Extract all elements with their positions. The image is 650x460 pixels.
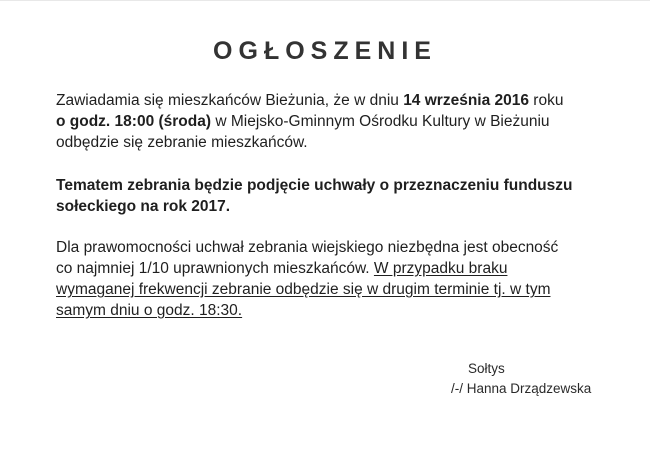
text-segment: roku xyxy=(529,92,564,109)
paragraph3-line1: Dla prawomocności uchwał zebrania wiejskiego niezbędna jest obecność xyxy=(56,239,559,256)
paragraph2-line2: sołeckiego na rok 2017. xyxy=(56,198,231,215)
paragraph1-line3: odbędzie się zebranie mieszkańców. xyxy=(56,134,308,151)
meeting-time: o godz. 18:00 (środa) xyxy=(56,113,212,130)
paragraph2-line1: Tematem zebrania będzie podjęcie uchwały o przeznaczeniu funduszu xyxy=(56,177,573,194)
document-title: OGŁOSZENIE xyxy=(213,37,437,65)
page-edge xyxy=(0,0,650,1)
paragraph1-line2 xyxy=(56,111,616,132)
paragraph-quorum xyxy=(56,237,616,321)
text-segment: co najmniej 1/10 uprawnionych mieszkańców. xyxy=(56,260,374,277)
paragraph-topic xyxy=(56,175,616,217)
signature-name: /-/ Hanna Drządzewska xyxy=(451,381,592,396)
paragraph-announcement xyxy=(56,90,616,153)
text-segment: w Miejsko-Gminnym Ośrodku Kultury w Bieżuniu xyxy=(211,113,550,130)
paragraph3-line4: samym dniu o godz. 18:30. xyxy=(56,302,243,319)
paragraph1-line1 xyxy=(56,90,616,111)
underlined-text: W przypadku braku xyxy=(373,260,508,277)
paragraph3-line3: wymaganej frekwencji zebranie odbędzie się w drugim terminie tj. w tym xyxy=(56,281,551,298)
signature-role: Sołtys xyxy=(468,361,505,376)
text-segment: Zawiadamia się mieszkańców Bieżunia, że w dniu xyxy=(56,92,404,109)
meeting-date: 14 września 2016 xyxy=(403,92,529,109)
paragraph3-line2 xyxy=(56,258,616,279)
